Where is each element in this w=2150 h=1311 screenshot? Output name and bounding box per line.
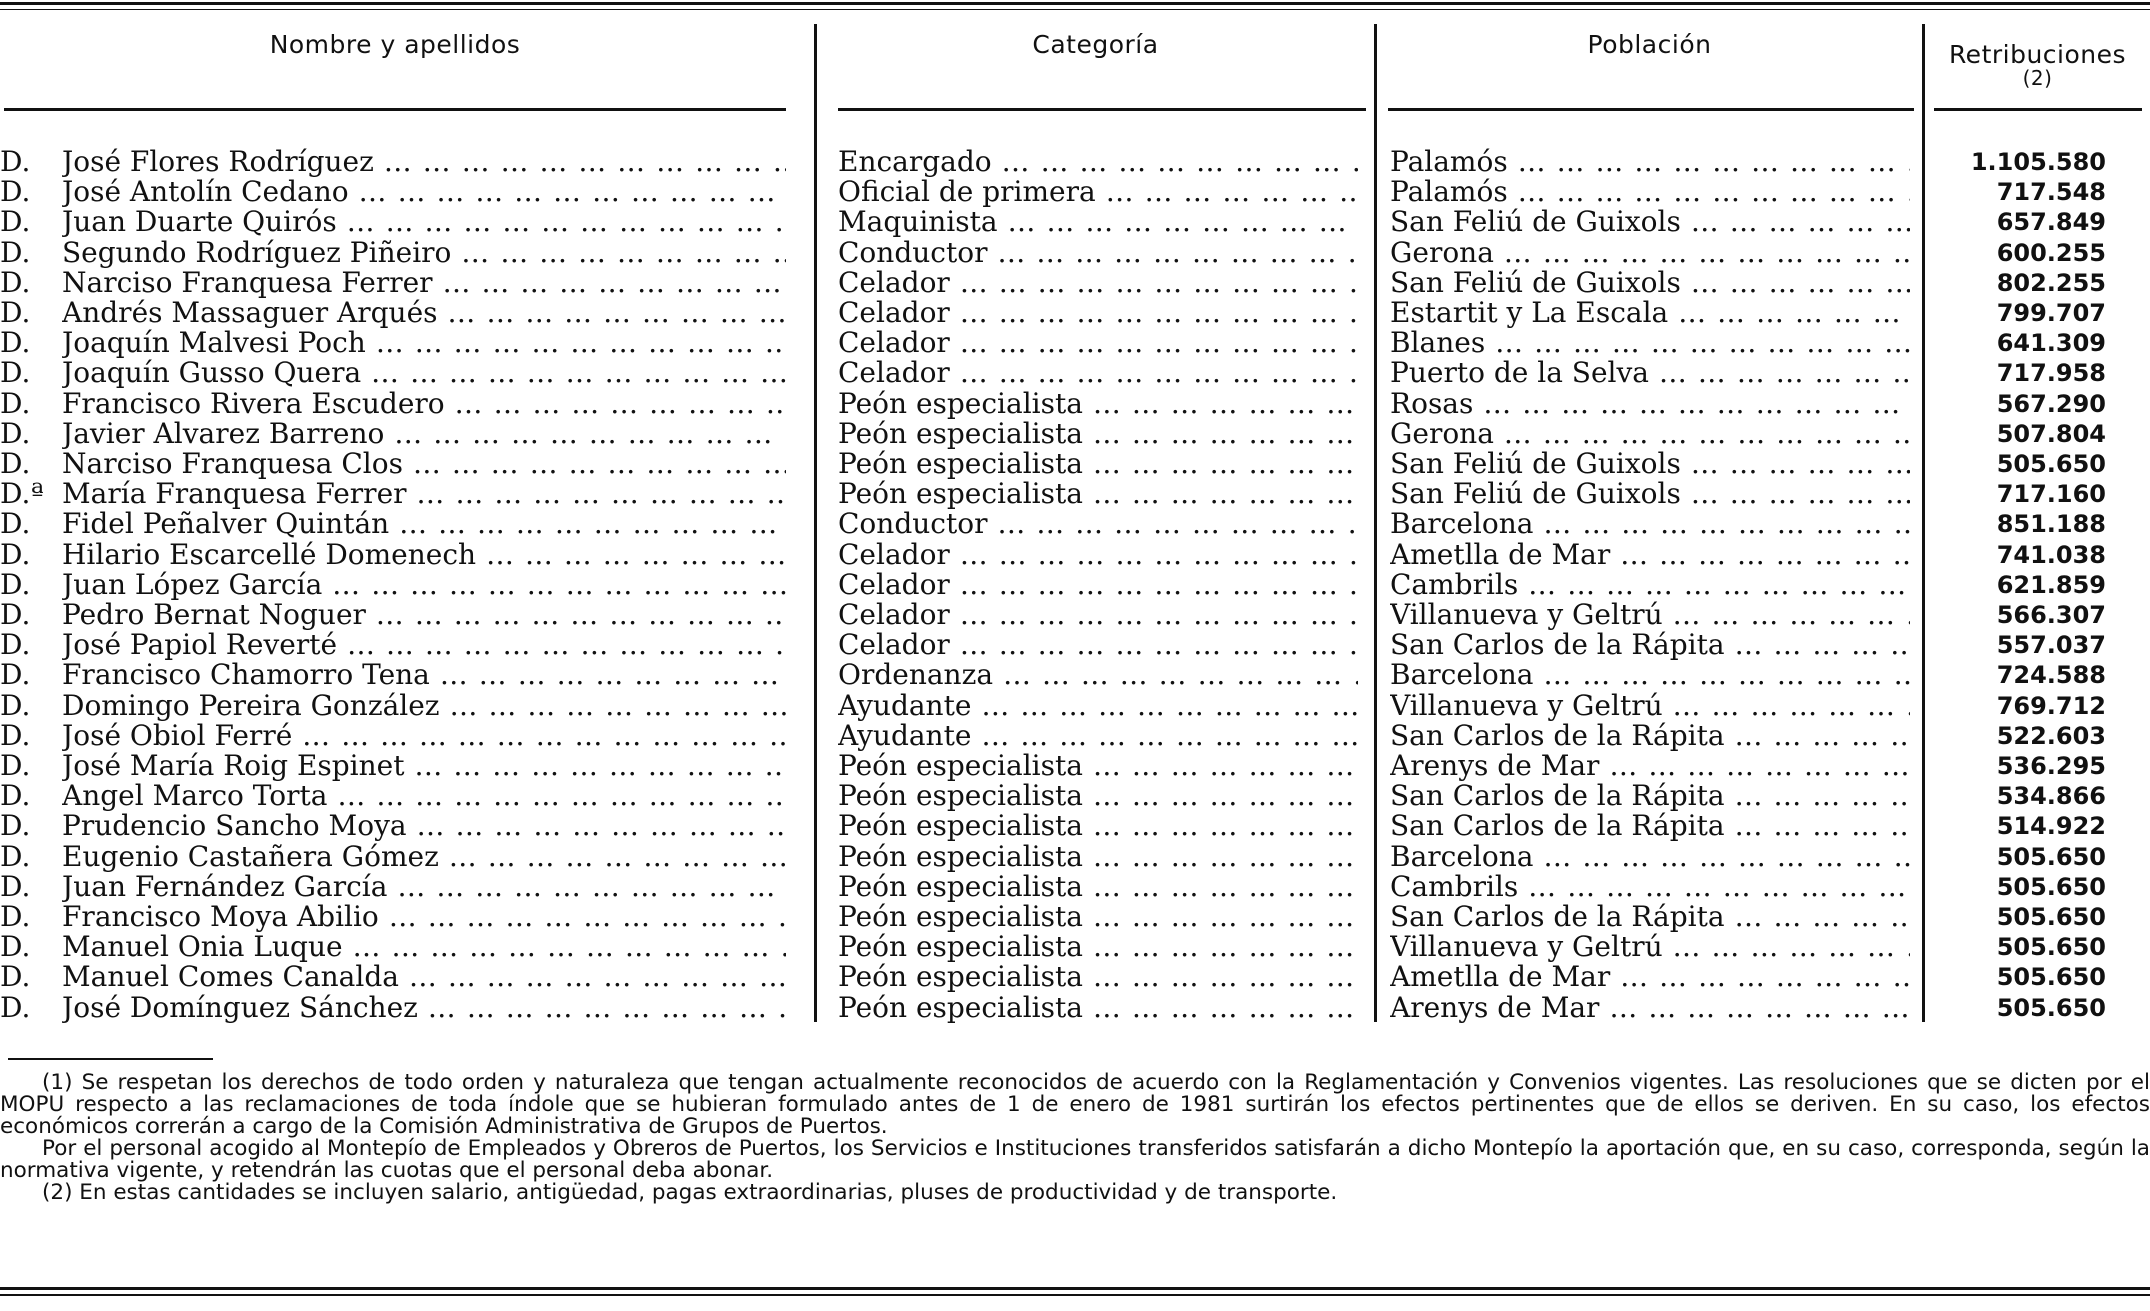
bottom-rule [0, 1287, 2150, 1290]
row-name: Fidel Peñalver Quintán … … … … … … … … … … … … … … … … … … … … … … … … … [62, 509, 786, 539]
row-name: José Domínguez Sánchez … … … … … … … … … … … … … … … … … … … … … … … … … [62, 993, 786, 1023]
row-prefix: D. [0, 328, 31, 359]
row-town: Gerona … … … … … … … … … … … … … … … … … … … … … … … … … [1390, 238, 1910, 268]
table-row [0, 509, 2150, 539]
row-town: San Feliú de Guixols … … … … … … … … … … … … … … … … … … … … … … … … … [1390, 449, 1910, 479]
row-prefix: D. [0, 237, 31, 268]
row-amount: 1.105.580 [1970, 148, 2106, 176]
row-town: Barcelona … … … … … … … … … … … … … … … … … … … … … … … … … [1390, 509, 1910, 539]
table-row [0, 540, 2150, 570]
row-name: Joaquín Malvesi Poch … … … … … … … … … … … … … … … … … … … … … … … … … [62, 328, 786, 358]
row-prefix: D. [0, 147, 31, 177]
footnote-rule [8, 1058, 213, 1060]
row-prefix: D. [0, 630, 31, 661]
row-category: Ayudante … … … … … … … … … … … … … … … … … … … … … … … … … [838, 691, 1358, 721]
row-prefix: D. [0, 509, 31, 540]
row-prefix: D. [0, 298, 31, 328]
table-row [0, 238, 2150, 268]
row-category: Ayudante … … … … … … … … … … … … … … … … … … … … … … … … … [838, 721, 1358, 751]
row-town: Blanes … … … … … … … … … … … … … … … … … … … … … … … … … [1390, 328, 1910, 358]
row-amount: 505.650 [1996, 450, 2106, 478]
row-prefix: D. [0, 902, 31, 932]
row-town: Arenys de Mar … … … … … … … … … … … … … … … … … … … … … … … … … [1390, 751, 1910, 781]
row-name: José Flores Rodríguez … … … … … … … … … … … … … … … … … … … … … … … … … [62, 147, 786, 177]
row-amount: 799.707 [1996, 299, 2106, 327]
table-row [0, 389, 2150, 419]
row-name: Javier Alvarez Barreno … … … … … … … … … … … … … … … … … … … … … … … … … [62, 419, 786, 449]
row-category: Celador … … … … … … … … … … … … … … … … … … … … … … … … … [838, 298, 1358, 328]
row-town: Villanueva y Geltrú … … … … … … … … … … … … … … … … … … … … … … … … … [1390, 932, 1910, 962]
row-prefix: D. [0, 932, 31, 963]
row-category: Maquinista … … … … … … … … … … … … … … … … … … … … … … … … … [838, 207, 1358, 237]
table-row [0, 419, 2150, 449]
row-town: San Carlos de la Rápita … … … … … … … … … … … … … … … … … … … … … … … … … [1390, 721, 1910, 751]
footnote-2: (2) En estas cantidades se incluyen salario, antigüedad, pagas extraordinarias, pluses de productividad y de transporte. [42, 1180, 1338, 1205]
header-pay-label: Retribuciones [1948, 40, 2127, 69]
row-category: Peón especialista … … … … … … … … … … … … … … … … … … … … … … … … … [838, 962, 1358, 992]
row-prefix: D. [0, 811, 31, 842]
row-category: Peón especialista … … … … … … … … … … … … … … … … … … … … … … … … … [838, 449, 1358, 479]
row-category: Peón especialista … … … … … … … … … … … … … … … … … … … … … … … … … [838, 389, 1358, 419]
row-amount: 505.650 [1996, 872, 2106, 901]
row-town: San Carlos de la Rápita … … … … … … … … … … … … … … … … … … … … … … … … … [1390, 811, 1910, 841]
row-category: Conductor … … … … … … … … … … … … … … … … … … … … … … … … … [838, 509, 1358, 539]
row-prefix: D. [0, 267, 31, 298]
row-amount: 724.588 [1996, 661, 2106, 690]
row-town: Villanueva y Geltrú … … … … … … … … … … … … … … … … … … … … … … … … … [1390, 600, 1910, 630]
table-row [0, 147, 2150, 177]
table-row [0, 570, 2150, 600]
row-name: Hilario Escarcellé Domenech … … … … … … … … … … … … … … … … … … … … … … … … … [62, 540, 786, 570]
row-amount: 741.038 [1996, 540, 2106, 569]
table-row [0, 751, 2150, 781]
row-amount: 567.290 [1996, 389, 2106, 418]
row-name: Eugenio Castañera Gómez … … … … … … … … … … … … … … … … … … … … … … … … … [62, 842, 786, 872]
row-prefix: D. [0, 449, 31, 479]
table-row [0, 630, 2150, 660]
row-town: Palamós … … … … … … … … … … … … … … … … … … … … … … … … … [1390, 147, 1910, 177]
footnote-1: (1) Se respetan los derechos de todo orden y naturaleza que tengan actualmente reconocidos de acuerdo con la Reglamentación y Convenios vigentes. Las resoluciones que se dicten por el MOPU respecto a las reclamaciones de toda índole que se hubieran formulado antes de 1 de enero de 1981 surtirán los efectos pertinentes que de ellos se deriven. En su caso, los efectos económicos correrán a cargo de la Comisión Administrativa de Grupos de Puertos. [0, 1070, 2150, 1139]
row-category: Peón especialista … … … … … … … … … … … … … … … … … … … … … … … … … [838, 781, 1358, 811]
row-town: Rosas … … … … … … … … … … … … … … … … … … … … … … … … … [1390, 389, 1910, 419]
row-category: Celador … … … … … … … … … … … … … … … … … … … … … … … … … [838, 268, 1358, 298]
row-town: Barcelona … … … … … … … … … … … … … … … … … … … … … … … … … [1390, 660, 1910, 690]
footnote-1b: Por el personal acogido al Montepío de Empleados y Obreros de Puertos, los Servicios e Instituciones transferidos satisfarán a dicho Montepío la aportación que, en su caso, corresponda, según la normativa vigente, y retendrán las cuotas que el personal deba abonar. [0, 1136, 2150, 1183]
row-category: Ordenanza … … … … … … … … … … … … … … … … … … … … … … … … … [838, 660, 1358, 690]
row-category: Celador … … … … … … … … … … … … … … … … … … … … … … … … … [838, 600, 1358, 630]
row-prefix: D. [0, 841, 31, 872]
row-name: José Obiol Ferré … … … … … … … … … … … … … … … … … … … … … … … … … [62, 721, 786, 751]
row-amount: 507.804 [1996, 419, 2106, 448]
row-amount: 657.849 [1996, 208, 2106, 237]
row-category: Celador … … … … … … … … … … … … … … … … … … … … … … … … … [838, 328, 1358, 358]
row-town: San Feliú de Guixols … … … … … … … … … … … … … … … … … … … … … … … … … [1390, 207, 1910, 237]
row-prefix: D. [0, 358, 31, 389]
row-prefix: D. [0, 992, 31, 1023]
bottom-rule-thin [0, 1294, 2150, 1296]
row-name: Francisco Moya Abilio … … … … … … … … … … … … … … … … … … … … … … … … … [62, 902, 786, 932]
row-amount: 621.859 [1996, 570, 2106, 599]
row-category: Peón especialista … … … … … … … … … … … … … … … … … … … … … … … … … [838, 811, 1358, 841]
row-prefix: D. [0, 418, 31, 449]
row-amount: 717.548 [1996, 178, 2106, 207]
row-amount: 641.309 [1996, 329, 2106, 358]
row-category: Peón especialista … … … … … … … … … … … … … … … … … … … … … … … … … [838, 932, 1358, 962]
row-prefix: D. [0, 690, 31, 721]
header-underline-2 [838, 108, 1366, 111]
row-category: Celador … … … … … … … … … … … … … … … … … … … … … … … … … [838, 570, 1358, 600]
table-row [0, 993, 2150, 1023]
row-amount: 717.160 [1996, 480, 2106, 509]
header-underline-3 [1388, 108, 1914, 111]
row-name: Andrés Massaguer Arqués … … … … … … … … … … … … … … … … … … … … … … … … … [62, 298, 786, 328]
row-town: Puerto de la Selva … … … … … … … … … … … … … … … … … … … … … … … … … [1390, 358, 1910, 388]
table-row [0, 811, 2150, 841]
table-row [0, 207, 2150, 237]
footnotes [0, 1072, 2150, 1204]
header-name: Nombre y apellidos [269, 30, 521, 59]
row-town: Ametlla de Mar … … … … … … … … … … … … … … … … … … … … … … … … … [1390, 540, 1910, 570]
row-amount: 505.650 [1996, 993, 2106, 1022]
table-row [0, 902, 2150, 932]
row-name: Juan López García … … … … … … … … … … … … … … … … … … … … … … … … … [62, 570, 786, 600]
header-category: Categoría [1032, 30, 1159, 59]
table-row [0, 268, 2150, 298]
row-amount: 505.650 [1996, 842, 2106, 871]
row-name: José María Roig Espinet … … … … … … … … … … … … … … … … … … … … … … … … … [62, 751, 786, 781]
row-town: Gerona … … … … … … … … … … … … … … … … … … … … … … … … … [1390, 419, 1910, 449]
row-town: San Carlos de la Rápita … … … … … … … … … … … … … … … … … … … … … … … … … [1390, 630, 1910, 660]
header-underline-4 [1934, 108, 2142, 111]
table-row [0, 842, 2150, 872]
row-name: Narciso Franquesa Ferrer … … … … … … … … … … … … … … … … … … … … … … … … … [62, 268, 786, 298]
row-category: Peón especialista … … … … … … … … … … … … … … … … … … … … … … … … … [838, 842, 1358, 872]
row-prefix: D. [0, 660, 31, 691]
row-category: Celador … … … … … … … … … … … … … … … … … … … … … … … … … [838, 540, 1358, 570]
row-name: Segundo Rodríguez Piñeiro … … … … … … … … … … … … … … … … … … … … … … … … … [62, 238, 786, 268]
header-town: Población [1587, 30, 1712, 59]
row-amount: 769.712 [1996, 691, 2106, 720]
row-name: José Papiol Reverté … … … … … … … … … … … … … … … … … … … … … … … … … [62, 630, 786, 660]
row-name: Joaquín Gusso Quera … … … … … … … … … … … … … … … … … … … … … … … … … [62, 358, 786, 388]
row-category: Peón especialista … … … … … … … … … … … … … … … … … … … … … … … … … [838, 902, 1358, 932]
row-amount: 851.188 [1996, 510, 2106, 539]
row-name: Narciso Franquesa Clos … … … … … … … … … … … … … … … … … … … … … … … … … [62, 449, 786, 479]
row-prefix: D. [0, 177, 31, 208]
row-town: San Carlos de la Rápita … … … … … … … … … … … … … … … … … … … … … … … … … [1390, 781, 1910, 811]
row-amount: 505.650 [1996, 903, 2106, 931]
header-underline-1 [4, 108, 786, 111]
row-category: Peón especialista … … … … … … … … … … … … … … … … … … … … … … … … … [838, 419, 1358, 449]
row-town: San Carlos de la Rápita … … … … … … … … … … … … … … … … … … … … … … … … … [1390, 902, 1910, 932]
row-prefix: D. [0, 962, 31, 993]
row-prefix: D. [0, 539, 31, 570]
top-rule [0, 2, 2150, 5]
row-prefix: D.ª [0, 479, 44, 510]
table-row [0, 358, 2150, 388]
row-name: Francisco Rivera Escudero … … … … … … … … … … … … … … … … … … … … … … … … … [62, 389, 786, 419]
header-pay-note: (2) [2022, 66, 2053, 90]
table-row [0, 781, 2150, 811]
table-row [0, 962, 2150, 992]
row-prefix: D. [0, 569, 31, 600]
row-category: Peón especialista … … … … … … … … … … … … … … … … … … … … … … … … … [838, 751, 1358, 781]
row-category: Conductor … … … … … … … … … … … … … … … … … … … … … … … … … [838, 238, 1358, 268]
row-prefix: D. [0, 871, 31, 902]
row-town: Cambrils … … … … … … … … … … … … … … … … … … … … … … … … … [1390, 872, 1910, 902]
row-category: Celador … … … … … … … … … … … … … … … … … … … … … … … … … [838, 358, 1358, 388]
row-name: Pedro Bernat Noguer … … … … … … … … … … … … … … … … … … … … … … … … … [62, 600, 786, 630]
row-prefix: D. [0, 720, 31, 751]
row-name: Angel Marco Torta … … … … … … … … … … … … … … … … … … … … … … … … … [62, 781, 786, 811]
row-amount: 514.922 [1996, 812, 2106, 841]
row-amount: 717.958 [1996, 359, 2106, 388]
table-row [0, 298, 2150, 328]
table-row [0, 449, 2150, 479]
row-name: Manuel Onia Luque … … … … … … … … … … … … … … … … … … … … … … … … … [62, 932, 786, 962]
row-town: Cambrils … … … … … … … … … … … … … … … … … … … … … … … … … [1390, 570, 1910, 600]
row-name: Francisco Chamorro Tena … … … … … … … … … … … … … … … … … … … … … … … … … [62, 660, 786, 690]
row-amount: 534.866 [1996, 782, 2106, 811]
row-name: Domingo Pereira González … … … … … … … … … … … … … … … … … … … … … … … … … [62, 691, 786, 721]
row-amount: 802.255 [1996, 268, 2106, 297]
row-name: Juan Fernández García … … … … … … … … … … … … … … … … … … … … … … … … … [62, 872, 786, 902]
row-town: Ametlla de Mar … … … … … … … … … … … … … … … … … … … … … … … … … [1390, 962, 1910, 992]
row-category: Peón especialista … … … … … … … … … … … … … … … … … … … … … … … … … [838, 993, 1358, 1023]
row-category: Celador … … … … … … … … … … … … … … … … … … … … … … … … … [838, 630, 1358, 660]
top-rule-thin [0, 9, 2150, 10]
table-row [0, 328, 2150, 358]
row-prefix: D. [0, 751, 31, 781]
row-category: Encargado … … … … … … … … … … … … … … … … … … … … … … … … … [838, 147, 1358, 177]
row-town: Barcelona … … … … … … … … … … … … … … … … … … … … … … … … … [1390, 842, 1910, 872]
row-category: Peón especialista … … … … … … … … … … … … … … … … … … … … … … … … … [838, 872, 1358, 902]
row-town: Palamós … … … … … … … … … … … … … … … … … … … … … … … … … [1390, 177, 1910, 207]
row-prefix: D. [0, 600, 31, 630]
row-category: Oficial de primera … … … … … … … … … … … … … … … … … … … … … … … … … [838, 177, 1358, 207]
row-amount: 505.650 [1996, 963, 2106, 992]
table-row [0, 721, 2150, 751]
table-row [0, 479, 2150, 509]
row-town: San Feliú de Guixols … … … … … … … … … … … … … … … … … … … … … … … … … [1390, 479, 1910, 509]
table-row [0, 177, 2150, 207]
row-prefix: D. [0, 781, 31, 812]
table-row [0, 660, 2150, 690]
row-amount: 566.307 [1996, 601, 2106, 629]
row-amount: 536.295 [1996, 752, 2106, 780]
row-amount: 522.603 [1996, 721, 2106, 750]
table-row [0, 691, 2150, 721]
row-town: San Feliú de Guixols … … … … … … … … … … … … … … … … … … … … … … … … … [1390, 268, 1910, 298]
row-town: Arenys de Mar … … … … … … … … … … … … … … … … … … … … … … … … … [1390, 993, 1910, 1023]
row-prefix: D. [0, 207, 31, 238]
row-amount: 600.255 [1996, 238, 2106, 267]
row-town: Villanueva y Geltrú … … … … … … … … … … … … … … … … … … … … … … … … … [1390, 691, 1910, 721]
row-name: María Franquesa Ferrer … … … … … … … … … … … … … … … … … … … … … … … … … [62, 479, 786, 509]
table-row [0, 600, 2150, 630]
row-name: José Antolín Cedano … … … … … … … … … … … … … … … … … … … … … … … … … [62, 177, 786, 207]
row-amount: 557.037 [1996, 631, 2106, 660]
row-name: Prudencio Sancho Moya … … … … … … … … … … … … … … … … … … … … … … … … … [62, 811, 786, 841]
row-category: Peón especialista … … … … … … … … … … … … … … … … … … … … … … … … … [838, 479, 1358, 509]
header-pay [1925, 42, 2150, 88]
table-row [0, 872, 2150, 902]
row-prefix: D. [0, 388, 31, 419]
row-town: Estartit y La Escala … … … … … … … … … … … … … … … … … … … … … … … … … [1390, 298, 1910, 328]
row-name: Juan Duarte Quirós … … … … … … … … … … … … … … … … … … … … … … … … … [62, 207, 786, 237]
table-row [0, 932, 2150, 962]
row-amount: 505.650 [1996, 933, 2106, 962]
row-name: Manuel Comes Canalda … … … … … … … … … … … … … … … … … … … … … … … … … [62, 962, 786, 992]
